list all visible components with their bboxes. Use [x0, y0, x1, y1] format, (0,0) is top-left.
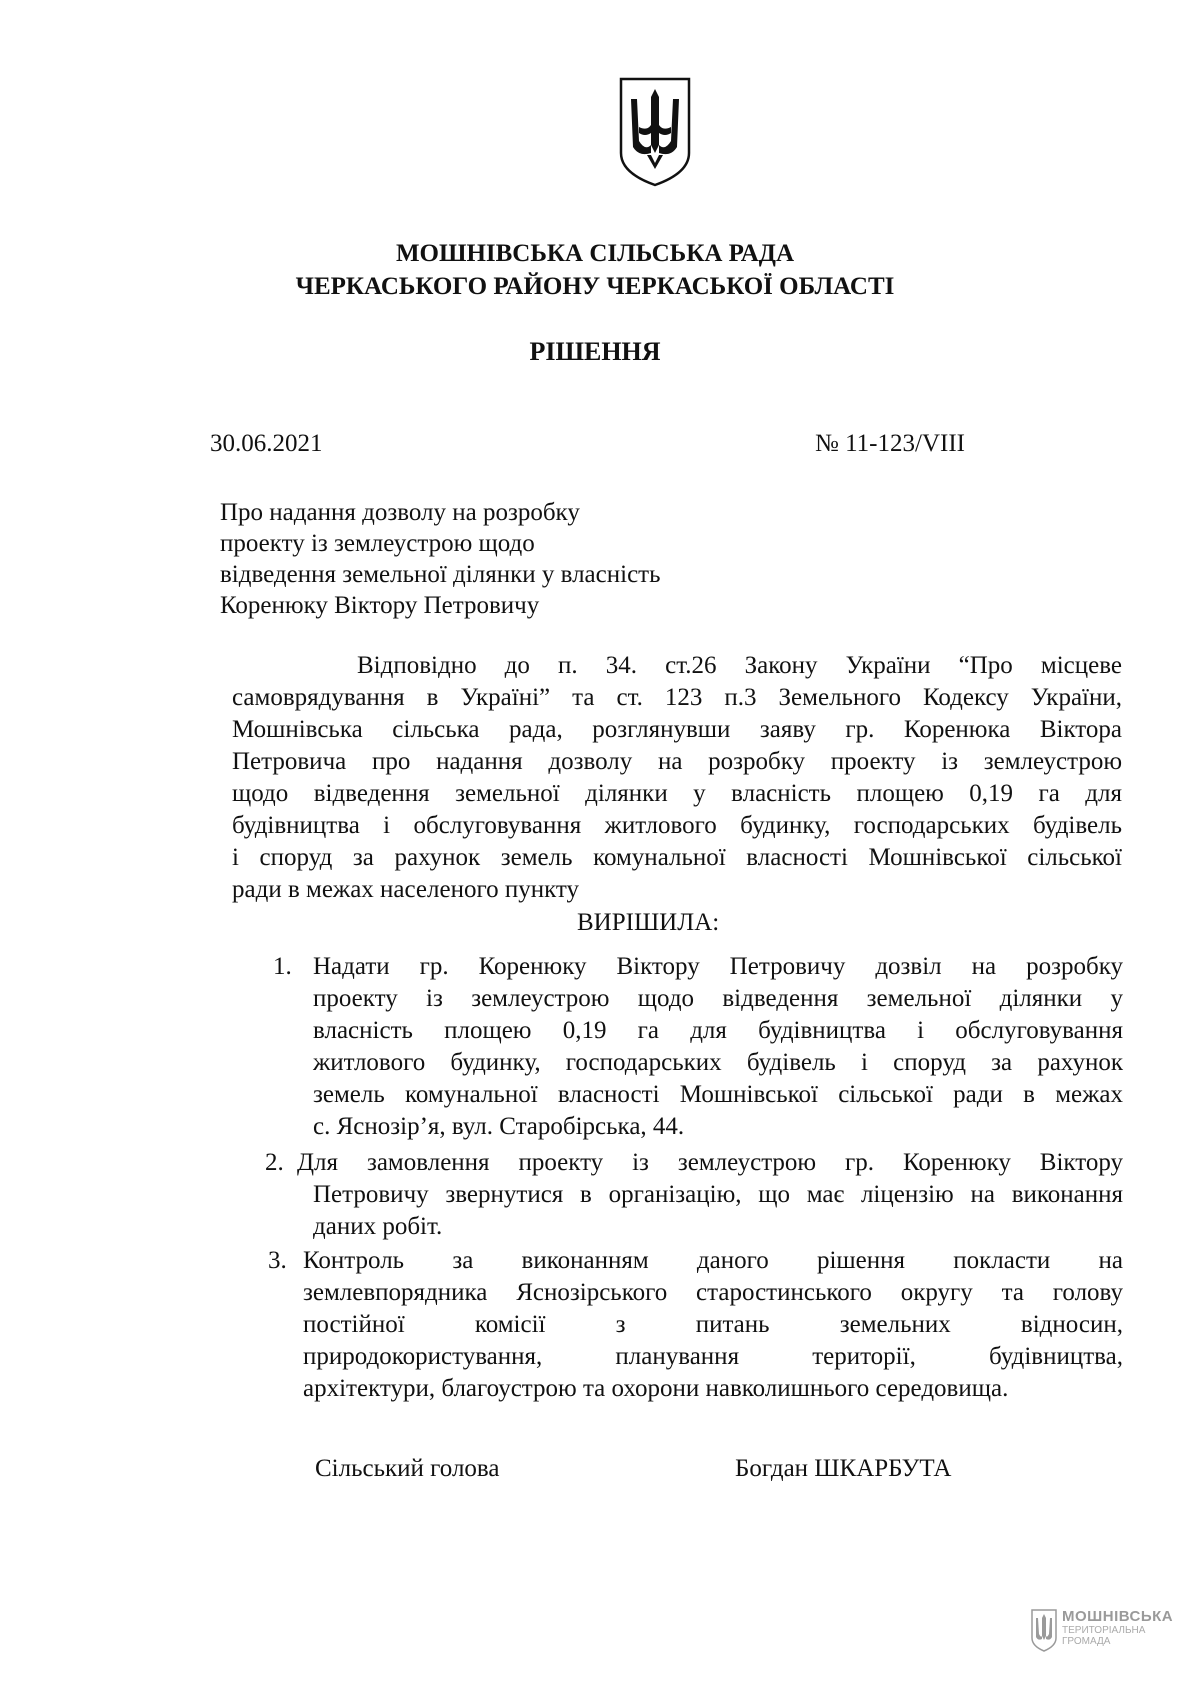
list-item	[313, 951, 1123, 1143]
item-line: природокористування, планування території, будівництва,	[303, 1343, 1123, 1370]
logo-title: МОШНІВСЬКА	[1062, 1608, 1174, 1625]
item-line: земель комунальної власності Мошнівської сільської ради в межах	[313, 1081, 1123, 1108]
preamble-line: щодо відведення земельної ділянки у власність площею 0,19 га для	[232, 780, 1122, 807]
resolved-heading: ВИРІШИЛА:	[577, 909, 720, 936]
preamble-line: самоврядування в Україні” та ст. 123 п.3 Земельного Кодексу України,	[232, 684, 1122, 711]
preamble-line: Відповідно до п. 34. ст.26 Закону України “Про місцеве	[357, 652, 1122, 679]
document-type: РІШЕННЯ	[529, 337, 661, 366]
item-line: с. Яснозір’я, вул. Старобірська, 44.	[313, 1113, 685, 1140]
item-line: Петровичу звернутися в організацію, що має ліцензію на виконання	[313, 1181, 1123, 1208]
item-line: проекту із землеустрою щодо відведення земельної ділянки у	[313, 985, 1123, 1012]
list-item-number: 3.	[268, 1247, 287, 1274]
item-line: Надати гр. Коренюку Віктору Петровичу дозвіл на розробку	[313, 953, 1123, 980]
coat-of-arms-icon	[617, 75, 693, 187]
decision-date: 30.06.2021	[210, 430, 323, 457]
item-line: землевпорядника Яснозірського старостинського округу та голову	[303, 1279, 1123, 1306]
subject-line: відведення земельної ділянки у власність	[220, 561, 661, 588]
preamble-line: і споруд за рахунок земель комунальної власності Мошнівської сільської	[232, 844, 1122, 871]
list-item-continuation	[303, 1277, 1123, 1405]
item-line: Для замовлення проекту із землеустрою гр. Коренюку Віктору	[297, 1149, 1123, 1176]
logo-subtitle: ГРОМАДА	[1062, 1636, 1111, 1647]
preamble-line: будівництва і обслуговування житлового будинку, господарських будівель	[232, 812, 1122, 839]
item-line: власність площею 0,19 га для будівництва і обслуговування	[313, 1017, 1123, 1044]
trident-icon	[1030, 1608, 1058, 1652]
list-item-number: 2.	[265, 1149, 284, 1176]
signature-name: Богдан ШКАРБУТА	[735, 1455, 952, 1482]
subject-line: Коренюку Віктору Петровичу	[220, 592, 540, 619]
preamble-line: Петровича про надання дозволу на розробку проекту із землеустрою	[232, 748, 1122, 775]
logo-subtitle: ТЕРИТОРІАЛЬНА	[1062, 1625, 1146, 1636]
item-line: архітектури, благоустрою та охорони навколишнього середовища.	[303, 1375, 1009, 1402]
item-line: даних робіт.	[313, 1213, 443, 1240]
list-item-number: 1.	[273, 953, 292, 980]
preamble-line: ради в межах населеного пункту	[232, 876, 580, 903]
list-item-continuation	[313, 1179, 1123, 1243]
decision-subject	[220, 497, 661, 621]
community-logo	[1030, 1602, 1180, 1662]
district-name: ЧЕРКАСЬКОГО РАЙОНУ ЧЕРКАСЬКОЇ ОБЛАСТІ	[295, 273, 895, 300]
subject-line: Про надання дозволу на розробку	[220, 499, 580, 526]
list-item	[297, 1147, 1123, 1179]
decision-number: № 11-123/VIII	[815, 430, 965, 457]
preamble-line: Мошнівська сільська рада, розглянувши заяву гр. Коренюка Віктора	[232, 716, 1122, 743]
signature-title: Сільський голова	[315, 1455, 500, 1482]
item-line: постійної комісії з питань земельних відносин,	[303, 1311, 1123, 1338]
council-name: МОШНІВСЬКА СІЛЬСЬКА РАДА	[395, 240, 795, 267]
list-item	[303, 1245, 1123, 1277]
item-line: житлового будинку, господарських будівель і споруд за рахунок	[313, 1049, 1123, 1076]
item-line: Контроль за виконанням даного рішення покласти на	[303, 1247, 1123, 1274]
subject-line: проекту із землеустрою щодо	[220, 530, 535, 557]
preamble-paragraph	[232, 650, 1122, 906]
